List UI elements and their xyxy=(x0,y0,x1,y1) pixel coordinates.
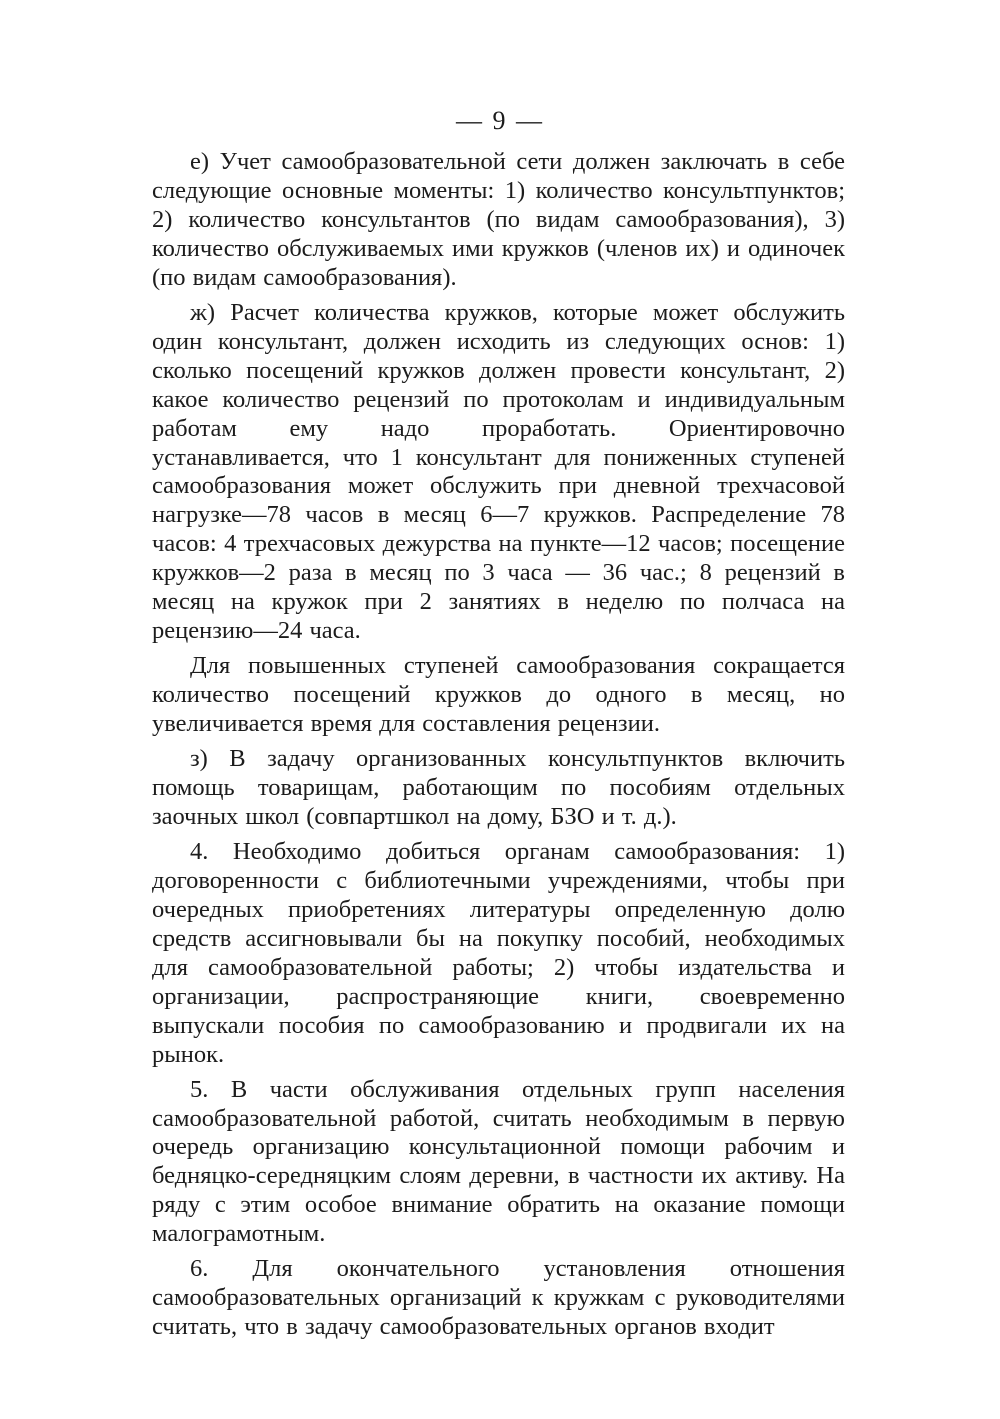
paragraph-higher-stages: Для повышенных ступеней самообразования сокращается количество посещений кружков до одного в месяц, но увеличивается время для составления рецензии. xyxy=(152,652,845,738)
paragraph-zh-calculation: ж) Расчет количества кружков, которые может обслужить один консультант, должен исходить из следующих основ: 1) сколько посещений кружков должен провести консультант, 2) какое количество рецензий по протоколам и индивидуальным работам ему надо проработать. Ориентировочно устанавливается, что 1 консультант для пониженных ступеней самообразования может обслужить при дневной трехчасовой нагрузке—78 часов в месяц 6—7 кружков. Распределение 78 часов: 4 трехчасовых дежурства на пункте—12 часов; посещение кружков—2 раза в месяц по 3 часа — 36 час.; 8 рецензий в месяц на кружок при 2 занятиях в неделю по полчаса на рецензию—24 часа. xyxy=(152,298,845,645)
paragraph-e-accounting: е) Учет самообразовательной сети должен заключать в себе следующие основные моменты: 1) количество консультпунктов; 2) количество консультантов (по видам самообразования), 3) количество обслуживаемых ими кружков (членов их) и одиночек (по видам самообразования). xyxy=(152,148,845,291)
body-text xyxy=(152,148,845,1348)
paragraph-4-libraries: 4. Необходимо добиться органам самообразования: 1) договоренности с библиотечными учреждениями, чтобы при очередных приобретениях литературы определенную долю средств ассигновывали бы на покупку пособий, необходимых для самообразовательной работы; 2) чтобы издательства и организации, распространяющие книги, своевременно выпускали пособия по самообразованию и продвигали их на рынок. xyxy=(152,837,845,1068)
page-number: — 9 — xyxy=(456,106,544,135)
paragraph-z-consultpoints: з) В задачу организованных консультпунктов включить помощь товарищам, работающим по пособиям отдельных заочных школ (совпартшкол на дому, БЗО и т. д.). xyxy=(152,745,845,830)
paragraph-6-circles: 6. Для окончательного установления отношения самообразовательных организаций к кружкам с руководителями считать, что в задачу самообразовательных органов входит xyxy=(152,1255,845,1341)
paragraph-5-population-groups: 5. В части обслуживания отдельных групп населения самообразовательной работой, считать необходимым в первую очередь организацию консультационной помощи рабочим и бедняцко-середняцким слоям деревни, в частности их активу. На ряду с этим особое внимание обратить на оказание помощи малограмотным. xyxy=(152,1075,845,1248)
